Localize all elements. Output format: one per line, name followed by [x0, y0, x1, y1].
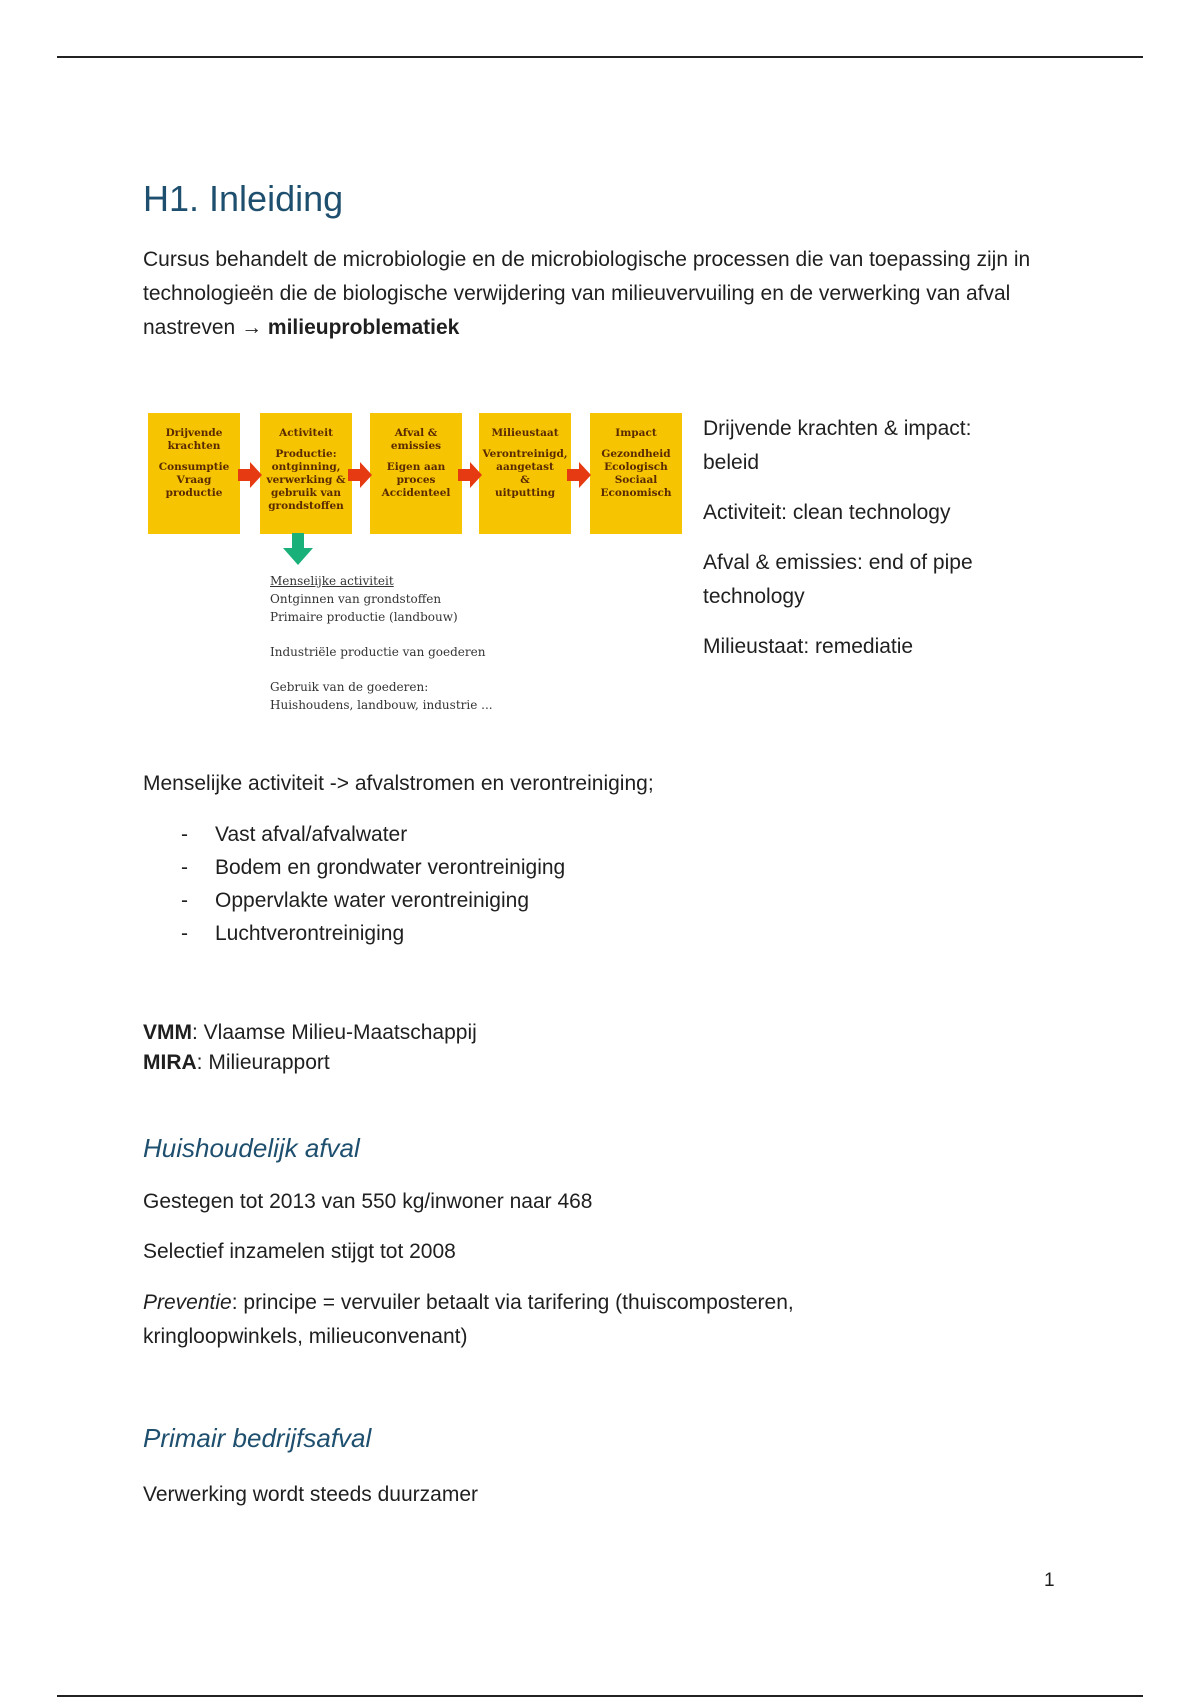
dpsir-figure: [143, 405, 693, 713]
bullet-dash: -: [181, 922, 188, 945]
intro-text: Cursus behandelt de microbiologie en de microbiologische processen die van toepassing zijn in technologieën die de biologische verwijdering van milieuvervuiling en de verwerking van afval nastreven: [143, 248, 1031, 339]
definition-row: [143, 1048, 477, 1078]
page-number: 1: [1044, 1570, 1055, 1591]
activity-line: Menselijke activiteit -> afvalstromen en verontreiniging;: [143, 772, 654, 795]
list-item-text: Bodem en grondwater verontreiniging: [215, 856, 566, 879]
side-note: Activiteit: clean technology: [703, 501, 951, 524]
list-item: [143, 851, 565, 884]
box-title: Drijvende krachten: [165, 427, 223, 452]
side-note: Drijvende krachten & impact: beleid: [703, 417, 972, 474]
abbreviation-definitions: [143, 1018, 477, 1078]
section-title-household: Huishoudelijk afval: [143, 1133, 360, 1163]
header-rule: [57, 56, 1143, 58]
side-note: Afval & emissies: end of pipe technology: [703, 551, 973, 608]
box-subtext: Verontreinigd, aangetast & uitputting: [482, 448, 568, 499]
box-milieustaat: [479, 413, 571, 534]
intro-bold: milieuproblematiek: [267, 316, 460, 339]
list-item-text: Oppervlakte water verontreiniging: [215, 889, 529, 912]
bullet-dash: -: [181, 889, 188, 912]
box-title: Afval & emissies: [390, 427, 442, 452]
box-impact: [590, 413, 682, 534]
notes-line: Ontginnen van grondstoffen: [270, 592, 442, 606]
box-subtext: Consumptie Vraag productie: [158, 461, 230, 499]
bullet-dash: -: [181, 856, 188, 879]
list-item: [143, 884, 565, 917]
prevention-label: Preventie: [143, 1291, 232, 1314]
definition-text: : Milieurapport: [196, 1051, 330, 1074]
definition-abbr: MIRA: [143, 1051, 197, 1074]
down-arrow-icon: [283, 533, 313, 570]
intro-paragraph: [143, 243, 1053, 345]
list-item: [143, 818, 565, 851]
box-title: Activiteit: [279, 427, 333, 439]
business-p1: Verwerking wordt steeds duurzamer: [143, 1483, 478, 1506]
notes-line: Primaire productie (landbouw): [270, 610, 458, 624]
notes-heading: Menselijke activiteit: [270, 574, 394, 588]
box-afval-emissies: [370, 413, 462, 534]
bullet-dash: -: [181, 823, 188, 846]
notes-line: Industriële productie van goederen: [270, 645, 486, 659]
household-p1: Gestegen tot 2013 van 550 kg/inwoner naar 468: [143, 1190, 593, 1213]
side-note: Milieustaat: remediatie: [703, 635, 914, 658]
box-activiteit: [260, 413, 352, 534]
box-title: Impact: [615, 427, 657, 439]
list-item-text: Vast afval/afvalwater: [215, 823, 408, 846]
definition-abbr: VMM: [143, 1021, 192, 1044]
box-subtext: Eigen aan proces Accidenteel: [381, 461, 451, 499]
pollution-list: [143, 818, 565, 950]
notes-line: Huishoudens, landbouw, industrie ...: [270, 698, 493, 712]
figure-notes: [270, 572, 570, 714]
section-title-business: Primair bedrijfsafval: [143, 1423, 372, 1453]
footer-rule: [57, 1695, 1143, 1697]
notes-line: Gebruik van de goederen:: [270, 680, 429, 694]
list-item-text: Luchtverontreiniging: [215, 922, 405, 945]
arrow-glyph: →: [241, 316, 263, 339]
list-item: [143, 917, 565, 950]
page-title: H1. Inleiding: [143, 178, 344, 219]
box-title: Milieustaat: [491, 427, 559, 439]
box-subtext: Productie: ontginning, verwerking & gebruik van grondstoffen: [266, 448, 346, 512]
household-prevention: [143, 1286, 943, 1354]
definition-text: : Vlaamse Milieu-Maatschappij: [192, 1021, 477, 1044]
box-drijvende-krachten: [148, 413, 240, 534]
prevention-text: : principe = vervuiler betaalt via tarifering (thuiscomposteren, kringloopwinkels, milieuconvenant): [143, 1291, 794, 1348]
definition-row: [143, 1018, 477, 1048]
household-p2: Selectief inzamelen stijgt tot 2008: [143, 1240, 456, 1263]
box-subtext: Gezondheid Ecologisch Sociaal Economisch: [600, 448, 672, 499]
figure-side-notes: [703, 412, 1033, 680]
